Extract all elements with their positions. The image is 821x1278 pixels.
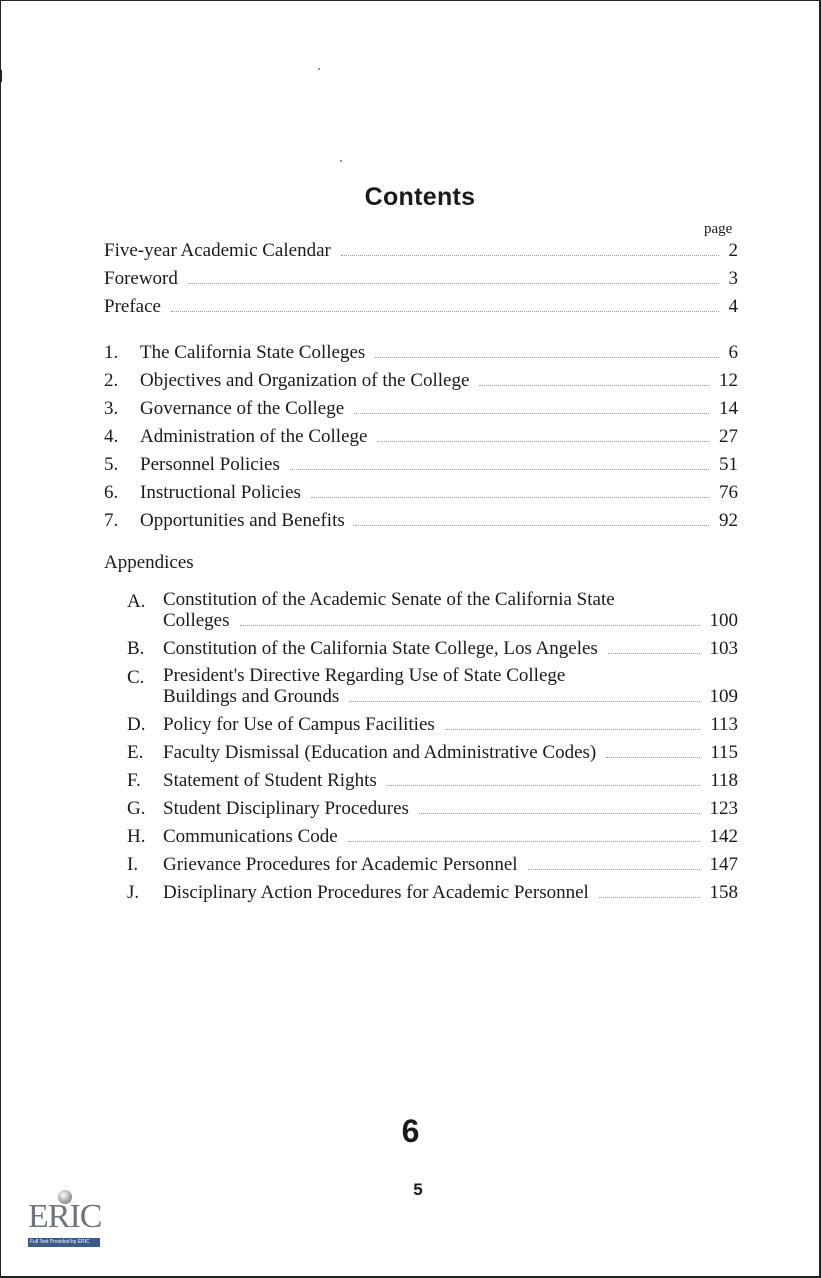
appendix-title: Communications Code [163,826,338,847]
chapter-title: Objectives and Organization of the College [140,370,470,391]
chapter-number: 2. [104,370,119,391]
appendix-page: 123 [709,798,738,819]
toc-appendix-f[interactable] [127,768,738,792]
dot-leader [240,625,700,626]
dot-leader [387,785,700,786]
dot-leader [355,525,709,526]
chapter-title: Instructional Policies [140,482,301,503]
appendix-page: 142 [709,826,738,847]
toc-appendix-d[interactable] [127,712,738,736]
dot-leader [528,869,700,870]
scan-speck [340,160,342,162]
appendix-letter: I. [127,854,139,875]
dot-leader [290,469,709,470]
dot-leader [419,813,700,814]
chapter-page: 27 [719,426,738,447]
toc-chapter-7[interactable] [104,508,738,532]
dot-leader [311,497,709,498]
toc-entry-preface[interactable] [104,294,738,318]
appendices-heading: Appendices [104,552,194,573]
chapter-page: 51 [719,454,738,475]
toc-entry-foreword[interactable] [104,266,738,290]
chapter-number: 4. [104,426,119,447]
appendix-title: Constitution of the California State College, Los Angeles [163,638,598,659]
page-column-label: page [704,221,733,237]
appendix-title-line: President's Directive Regarding Use of State College [163,665,566,686]
appendix-letter: H. [127,826,146,847]
toc-chapter-1[interactable] [104,340,738,364]
toc-chapter-6[interactable] [104,480,738,504]
dot-leader [354,413,709,414]
eric-logo [28,1190,100,1250]
scan-mark [0,70,2,82]
toc-entry-label: Foreword [104,268,178,289]
scan-speck [318,68,320,70]
appendix-title: Buildings and Grounds [163,686,340,707]
appendix-page: 109 [709,686,738,707]
dot-leader [171,311,719,312]
appendix-letter: J. [127,882,140,903]
dot-leader [349,701,699,702]
chapter-number: 5. [104,454,119,475]
appendix-page: 158 [709,882,738,903]
toc-entry-calendar[interactable] [104,238,738,262]
dot-leader [599,897,700,898]
appendix-title: Disciplinary Action Procedures for Academic Personnel [163,882,589,903]
page-border-top [0,0,821,1]
dot-leader [341,255,719,256]
eric-tagline: Full Text Provided by ERIC [28,1238,100,1247]
toc-appendix-g[interactable] [127,796,738,820]
folio: 5 [413,1180,423,1199]
appendix-letter: E. [127,742,144,763]
chapter-page: 92 [719,510,738,531]
chapter-page: 6 [728,342,738,363]
toc-appendix-h[interactable] [127,824,738,848]
toc-entry-label: Preface [104,296,161,317]
appendix-letter: D. [127,714,146,735]
chapter-page: 12 [719,370,738,391]
appendix-title: Statement of Student Rights [163,770,377,791]
appendix-title: Colleges [163,610,230,631]
dot-leader [606,757,700,758]
chapter-page: 14 [719,398,738,419]
chapter-title: The California State Colleges [140,342,366,363]
appendix-page: 147 [709,854,738,875]
toc-entry-page: 3 [728,268,738,289]
dot-leader [479,385,709,386]
chapter-page: 76 [719,482,738,503]
eric-wordmark: ERIC [28,1198,102,1235]
appendix-letter: A. [127,591,146,612]
toc-chapter-5[interactable] [104,452,738,476]
dot-leader [608,653,700,654]
dot-leader [375,357,718,358]
chapter-title: Personnel Policies [140,454,280,475]
chapter-number: 3. [104,398,119,419]
appendix-page: 115 [710,742,738,763]
chapter-number: 6. [104,482,119,503]
chapter-number: 1. [104,342,119,363]
large-page-number: 6 [401,1113,420,1149]
toc-entry-page: 2 [728,240,738,261]
appendix-page: 100 [709,610,738,631]
toc-appendix-j[interactable] [127,880,738,904]
page-title: Contents [364,183,476,211]
appendix-letter: B. [127,638,145,659]
toc-appendix-b[interactable] [127,636,738,660]
toc-chapter-4[interactable] [104,424,738,448]
toc-appendix-e[interactable] [127,740,738,764]
toc-chapter-3[interactable] [104,396,738,420]
chapter-title: Administration of the College [140,426,368,447]
appendix-title-line: Constitution of the Academic Senate of the California State [163,589,615,610]
dot-leader [377,441,709,442]
appendix-title: Faculty Dismissal (Education and Administrative Codes) [163,742,597,763]
toc-chapter-2[interactable] [104,368,738,392]
toc-appendix-i[interactable] [127,852,738,876]
appendix-title: Grievance Procedures for Academic Personnel [163,854,518,875]
appendix-page: 113 [710,714,738,735]
chapter-title: Opportunities and Benefits [140,510,345,531]
toc-entry-label: Five-year Academic Calendar [104,240,331,261]
appendix-letter: C. [127,667,145,688]
appendix-page: 103 [709,638,738,659]
toc-entry-page: 4 [728,296,738,317]
appendix-title: Policy for Use of Campus Facilities [163,714,435,735]
dot-leader [348,841,700,842]
appendix-title: Student Disciplinary Procedures [163,798,409,819]
dot-leader [445,729,700,730]
appendix-letter: G. [127,798,146,819]
chapter-title: Governance of the College [140,398,345,419]
appendix-letter: F. [127,770,141,791]
dot-leader [188,283,719,284]
chapter-number: 7. [104,510,119,531]
appendix-page: 118 [710,770,738,791]
